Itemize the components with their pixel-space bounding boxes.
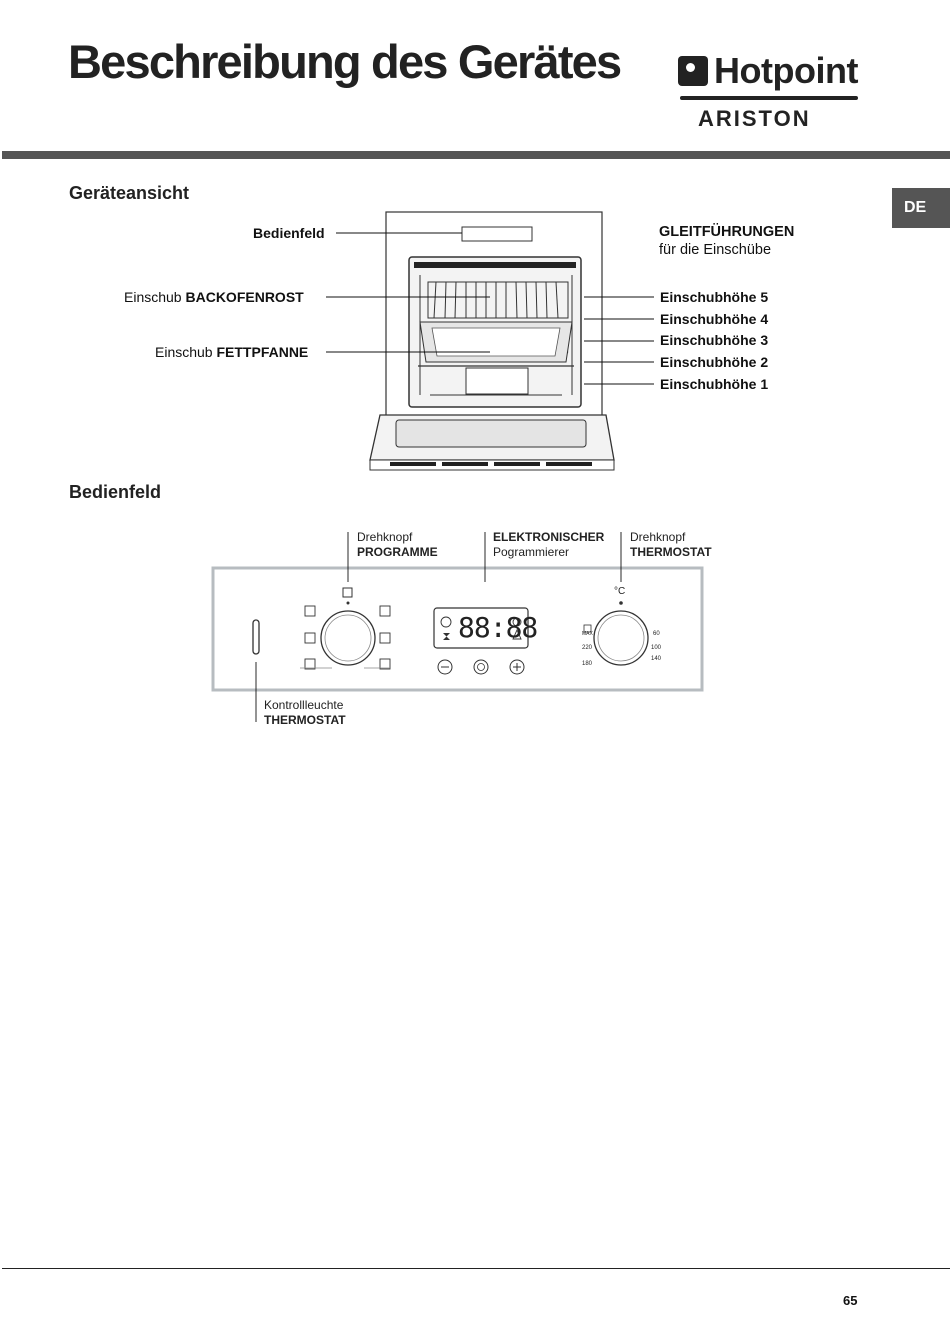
label-level-3: Einschubhöhe 3 [660, 332, 769, 348]
label-gleitfuehrungen: GLEITFÜHRUNGEN [659, 224, 795, 240]
thermo-mark-60: 60 [653, 631, 660, 637]
label-knob-programme: Drehknopf PROGRAMME [357, 530, 438, 559]
label-level-5: Einschubhöhe 5 [660, 289, 769, 305]
page-number: 65 [843, 1293, 858, 1308]
label-programmer: ELEKTRONISCHER Pogrammierer [493, 530, 605, 559]
label-level-4: Einschubhöhe 4 [660, 311, 769, 327]
thermo-mark-100: 100 [651, 645, 662, 651]
label-level-2: Einschubhöhe 2 [660, 354, 769, 370]
label-level-1: Einschubhöhe 1 [660, 376, 769, 392]
thermo-mark-max: MAX [582, 631, 593, 637]
label-fettpfanne: Einschub FETTPFANNE [155, 344, 309, 360]
label-lamp-thermostat: Kontrollleuchte THERMOSTAT [264, 698, 346, 727]
page-title: Beschreibung des Gerätes [68, 35, 621, 88]
label-bedienfeld: Bedienfeld [253, 225, 325, 241]
thermo-mark-180: 180 [582, 661, 593, 667]
section-heading-view: Geräteansicht [69, 183, 190, 203]
section-heading-panel: Bedienfeld [69, 482, 162, 502]
label-knob-thermostat: Drehknopf THERMOSTAT [630, 530, 712, 559]
brand-subname: ARISTON [698, 106, 811, 131]
thermo-mark-220: 220 [582, 645, 593, 651]
label-gleitfuehrungen-sub: für die Einschübe [659, 242, 772, 258]
thermo-mark-140: 140 [651, 656, 662, 662]
temp-unit-label: °C [614, 586, 626, 597]
brand-name: Hotpoint [714, 50, 858, 91]
language-tab: DE [892, 188, 950, 228]
label-backofenrost: Einschub BACKOFENROST [124, 289, 304, 305]
display-digits: 88:88 [458, 611, 538, 644]
footer-rule [2, 1268, 950, 1269]
